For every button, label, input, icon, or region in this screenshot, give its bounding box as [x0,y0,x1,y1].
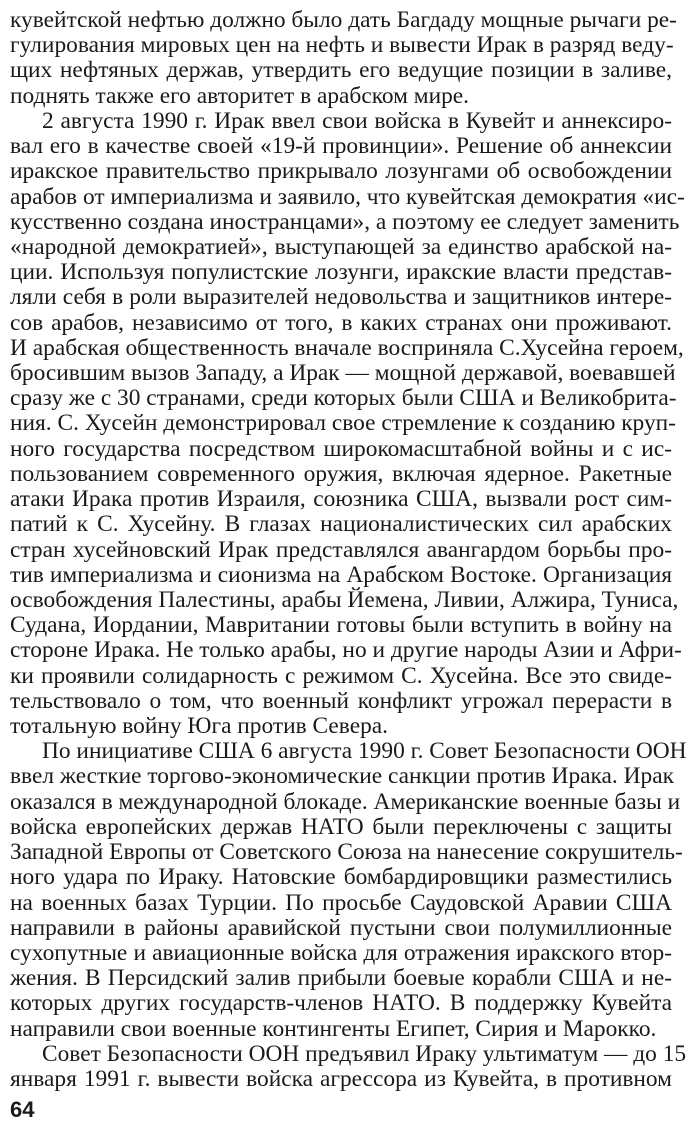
text-line: стороне Ирака. Не только арабы, но и другие народы Азии и Афри- [10,637,682,663]
text-line: ки проявили солидарность с режимом С. Хусейна. Все это свиде- [10,663,672,689]
text-line: войска европейских держав НАТО были переключены с защиты [10,814,672,840]
text-line: ввел жесткие торгово-экономические санкции против Ирака. Ирак [10,763,674,789]
text-line: ния. С. Хусейн демонстрировал свое стремление к созданию круп- [10,410,676,436]
text-line: щих нефтяных держав, утвердить его ведущие позиции в заливе, [10,57,672,83]
text-line: тельствовало о том, что военный конфликт угрожал перерасти в [10,688,672,714]
text-line: кусственно создана иностранцами», а поэтому ее следует заменить [10,209,680,235]
paragraph-first-line: 2 августа 1990 г. Ирак ввел свои войска в Кувейт и аннексиро- [42,108,672,134]
text-line: поднять также его авторитет в арабском мире. [10,83,470,109]
text-line: иракское правительство прикрывало лозунгами об освобождении [10,158,672,184]
text-line: бросившим вызов Западу, а Ирак — мощной державой, воевавшей [10,360,676,386]
text-line: сухопутные и авиационные войска для отражения иракского втор- [10,940,672,966]
text-line: ции. Используя популистские лозунги, иракские власти представ- [10,259,672,285]
text-line: ляли себя в роли выразителей недовольства и защитников интере- [10,284,672,310]
text-line: И арабская общественность вначале восприняла С.Хусейна героем, [10,335,684,361]
text-line: направили свои военные контингенты Египет, Сирия и Марокко. [10,1016,657,1042]
text-line: тотальную войну Юга против Севера. [10,713,389,739]
text-line: которых других государств-членов НАТО. В поддержку Кувейта [10,990,672,1016]
text-line: «народной демократией», выступающей за единство арабской на- [10,234,672,260]
book-page [10,0,687,1139]
text-line: пользованием современного оружия, включая ядерное. Ракетные [10,461,672,487]
text-line: на военных базах Турции. По просьбе Саудовской Аравии США [10,890,672,916]
text-line: оказался в международной блокаде. Американские военные базы и [10,789,681,815]
text-line: стран хусейновский Ирак представлялся авангардом борьбы про- [10,537,672,563]
text-line: Судана, Иордании, Мавритании готовы были вступить в войну на [10,612,672,638]
text-line: освобождения Палестины, арабы Йемена, Ливии, Алжира, Туниса, [10,587,679,613]
paragraph-first-line: По инициативе США 6 августа 1990 г. Совет Безопасности ООН [42,738,687,764]
text-line: вал его в качестве своей «19-й провинции». Решение об аннексии [10,133,672,159]
text-line: января 1991 г. вывести войска агрессора из Кувейта, в противном [10,1066,672,1092]
paragraph-first-line: Совет Безопасности ООН предъявил Ираку ультиматум — до 15 [42,1041,687,1067]
text-line: атаки Ирака против Израиля, союзника США, вызвали рост сим- [10,486,672,512]
page-number: 64 [10,1097,35,1122]
text-line: жения. В Персидский залив прибыли боевые корабли США и не- [10,965,672,991]
text-line: арабов от империализма и заявило, что кувейтская демократия «ис- [10,184,685,210]
text-line: патий к С. Хусейну. В глазах националистических сил арабских [10,511,672,537]
text-line: ного удара по Ираку. Натовские бомбардировщики разместились [10,864,672,890]
text-line: Западной Европы от Советского Союза на нанесение сокрушитель- [10,839,683,865]
text-line: кувейтской нефтью должно было дать Багдаду мощные рычаги ре- [10,7,677,33]
text-line: тив империализма и сионизма на Арабском Востоке. Организация [10,562,672,588]
text-line: гулирования мировых цен на нефть и вывести Ирак в разряд веду- [10,32,674,58]
text-line: направили в районы аравийской пустыни свои полумиллионные [10,915,672,941]
text-line: ного государства посредством широкомасштабной войны и с ис- [10,436,672,462]
text-line: сразу же с 30 странами, среди которых были США и Великобрита- [10,385,677,411]
text-line: сов арабов, независимо от того, в каких странах они проживают. [10,310,672,336]
